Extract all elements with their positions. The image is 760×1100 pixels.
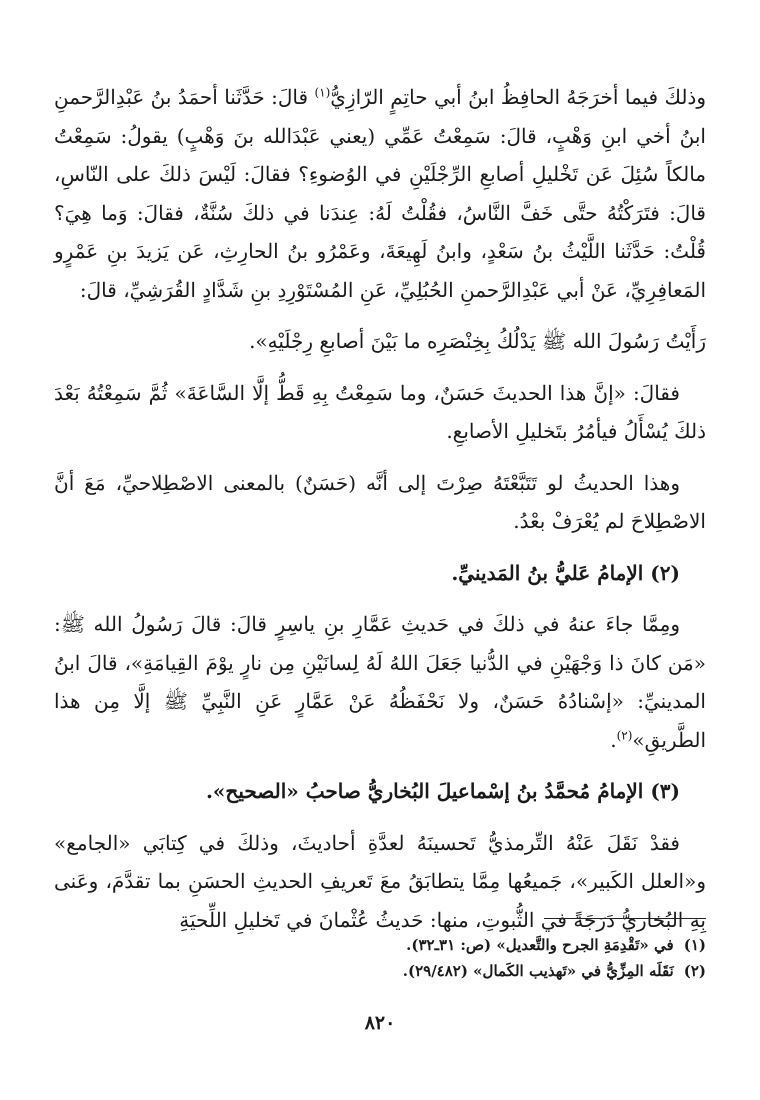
paragraph-text-end: .: [610, 727, 617, 752]
paragraph-ammar-hadith: [54, 605, 706, 759]
paragraph-ibn-abi-hatim: [54, 78, 706, 309]
paragraph-hasan-statement: [54, 374, 706, 451]
paragraph-text-continued: قالَ: حَدَّثَنا أحمَدُ بنُ عَبْدِالرَّحمنِ ابنُ أخي ابنِ وَهْبٍ، قالَ: سَمِعْتُ عَمِّي (يعني عَبْدَالله بنَ وَهْبٍ) يقولُ: سَمِعْتُ مالكاً سُئِلَ عَن تَخْليلِ أصابعِ الرِّجْلَيْنِ في الوُضوءِ؟ فقالَ: لَيْسَ ذلكَ على النّاسِ، قالَ: فتَرَكْتُهُ حتَّى خَفَّ النَّاسُ، فقُلْتُ لَهُ: عِندَنا في ذلكَ سُنَّةٌ، فقالَ: وَما هِيَ؟ قُلْتُ: حَدَّثَنا اللَّيْثُ بنُ سَعْدٍ، وابنُ لَهِيعَةَ، وعَمْرُو بنُ الحارِثِ، عَن يَزيدَ بنِ عَمْرٍو المَعافِرِيِّ، عَنْ أبي عَبْدِالرَّحمنِ الحُبُلِيِّ، عَنِ المُسْتَوْرِدِ بنِ شَدَّادٍ القُرَشِيِّ، قالَ:: [54, 85, 706, 302]
heading-al-bukhari: [54, 772, 706, 811]
paragraph-istilahi: [54, 464, 706, 541]
heading-text: (٣) الإمامُ مُحمَّدُ بنُ إسْماعيلَ البُخاريُّ صاحبُ «الصحيح».: [205, 779, 680, 803]
footnote-ref-1[interactable]: (١): [314, 85, 331, 100]
paragraph-tirmidhi: [54, 824, 706, 940]
main-text: [54, 78, 706, 952]
footnote-1: [54, 932, 706, 958]
page-number: ٨٢٠: [364, 1012, 396, 1034]
heading-text: (٢) الإمامُ عَليُّ بنُ المَدينيِّ.: [451, 560, 680, 585]
footnotes: [54, 932, 706, 984]
footnote-2: [54, 958, 706, 984]
paragraph-text: فقدْ نَقَلَ عَنْهُ التِّرمذيُّ تَحسينَهُ لعدَّةِ أحاديثَ، وذلكَ في كِتابَي «الجامع» و«العلل الكَبير»، جَميعُها مِمَّا يتطابَقُ معَ تَعريفِ الحديثِ الحسَنِ بما تقدَّمَ، وعَنى بِهِ البُخاريُّ دَرَجَةً في الثُّبوتِ، منها: حَديثُ عُثْمانَ في تَخليلِ اللِّحيَةِ: [54, 830, 706, 932]
footnote-number: (٢): [683, 962, 706, 980]
paragraph-text: وذلكَ فيما أخرَجَهُ الحافِظُ ابنُ أبي حاتِمٍ الرّازِيُّ: [330, 85, 706, 109]
paragraph-text: وهذا الحديثُ لو تَتَبَّعْتَهُ صِرْتَ إلى أنَّه (حَسَنٌ) بالمعنى الاصْطِلاحيِّ، مَعَ أنَّ الاصْطِلاحَ لم يُعْرَفْ بعْدُ.: [54, 470, 706, 533]
footnote-number: (١): [683, 936, 706, 954]
footnote-divider: [544, 918, 706, 919]
footnote-text: في «تَقْدِمَةِ الجرح والتَّعديل» (ص: ٣١ـ٣٢).: [406, 936, 674, 954]
quote-text: رَأَيْتُ رَسُولَ الله ﷺ يَدْلُكُ بِخِنْصَرِه ما بَيْنَ أصابعِ رِجْلَيْهِ».: [249, 329, 706, 353]
paragraph-text: ومِمَّا جاءَ عنهُ في ذلكَ في حَديثِ عَمَّارِ بنِ ياسِرٍ قالَ: قالَ رَسُولُ الله ﷺ: «مَن كانَ ذا وَجْهَيْنِ في الدُّنيا جَعَلَ اللهُ لَهُ لِسانَيْنِ مِن نارٍ يوْمَ القِيامَةِ»، قالَ ابنُ المدينيِّ: «إسْنادُهُ حَسَنٌ، ولا نَحْفَظُهُ عَنْ عَمَّارٍ عَنِ النَّبِيِّ ﷺ إلَّا مِن هذا الطَّريقِ»: [54, 612, 706, 752]
paragraph-text: فقالَ: «إنَّ هذا الحديثَ حَسَنٌ، وما سَمِعْتُ بِهِ قَطُّ إلَّا السَّاعَةَ» ثُمَّ سَمِعْتُهُ بَعْدَ ذلكَ يُسْأَلُ فيأمُرُ بتَخليلِ الأصابعِ.: [54, 380, 706, 443]
footnote-text: نَقَلَه المِزِّيُّ في «تَهذيب الكَمال» (٢٩/٤٨٢).: [402, 962, 674, 980]
footnote-ref-2[interactable]: (٢): [616, 727, 633, 742]
heading-ali-ibn-al-madini: [54, 554, 706, 593]
hadith-quote: [54, 322, 706, 361]
